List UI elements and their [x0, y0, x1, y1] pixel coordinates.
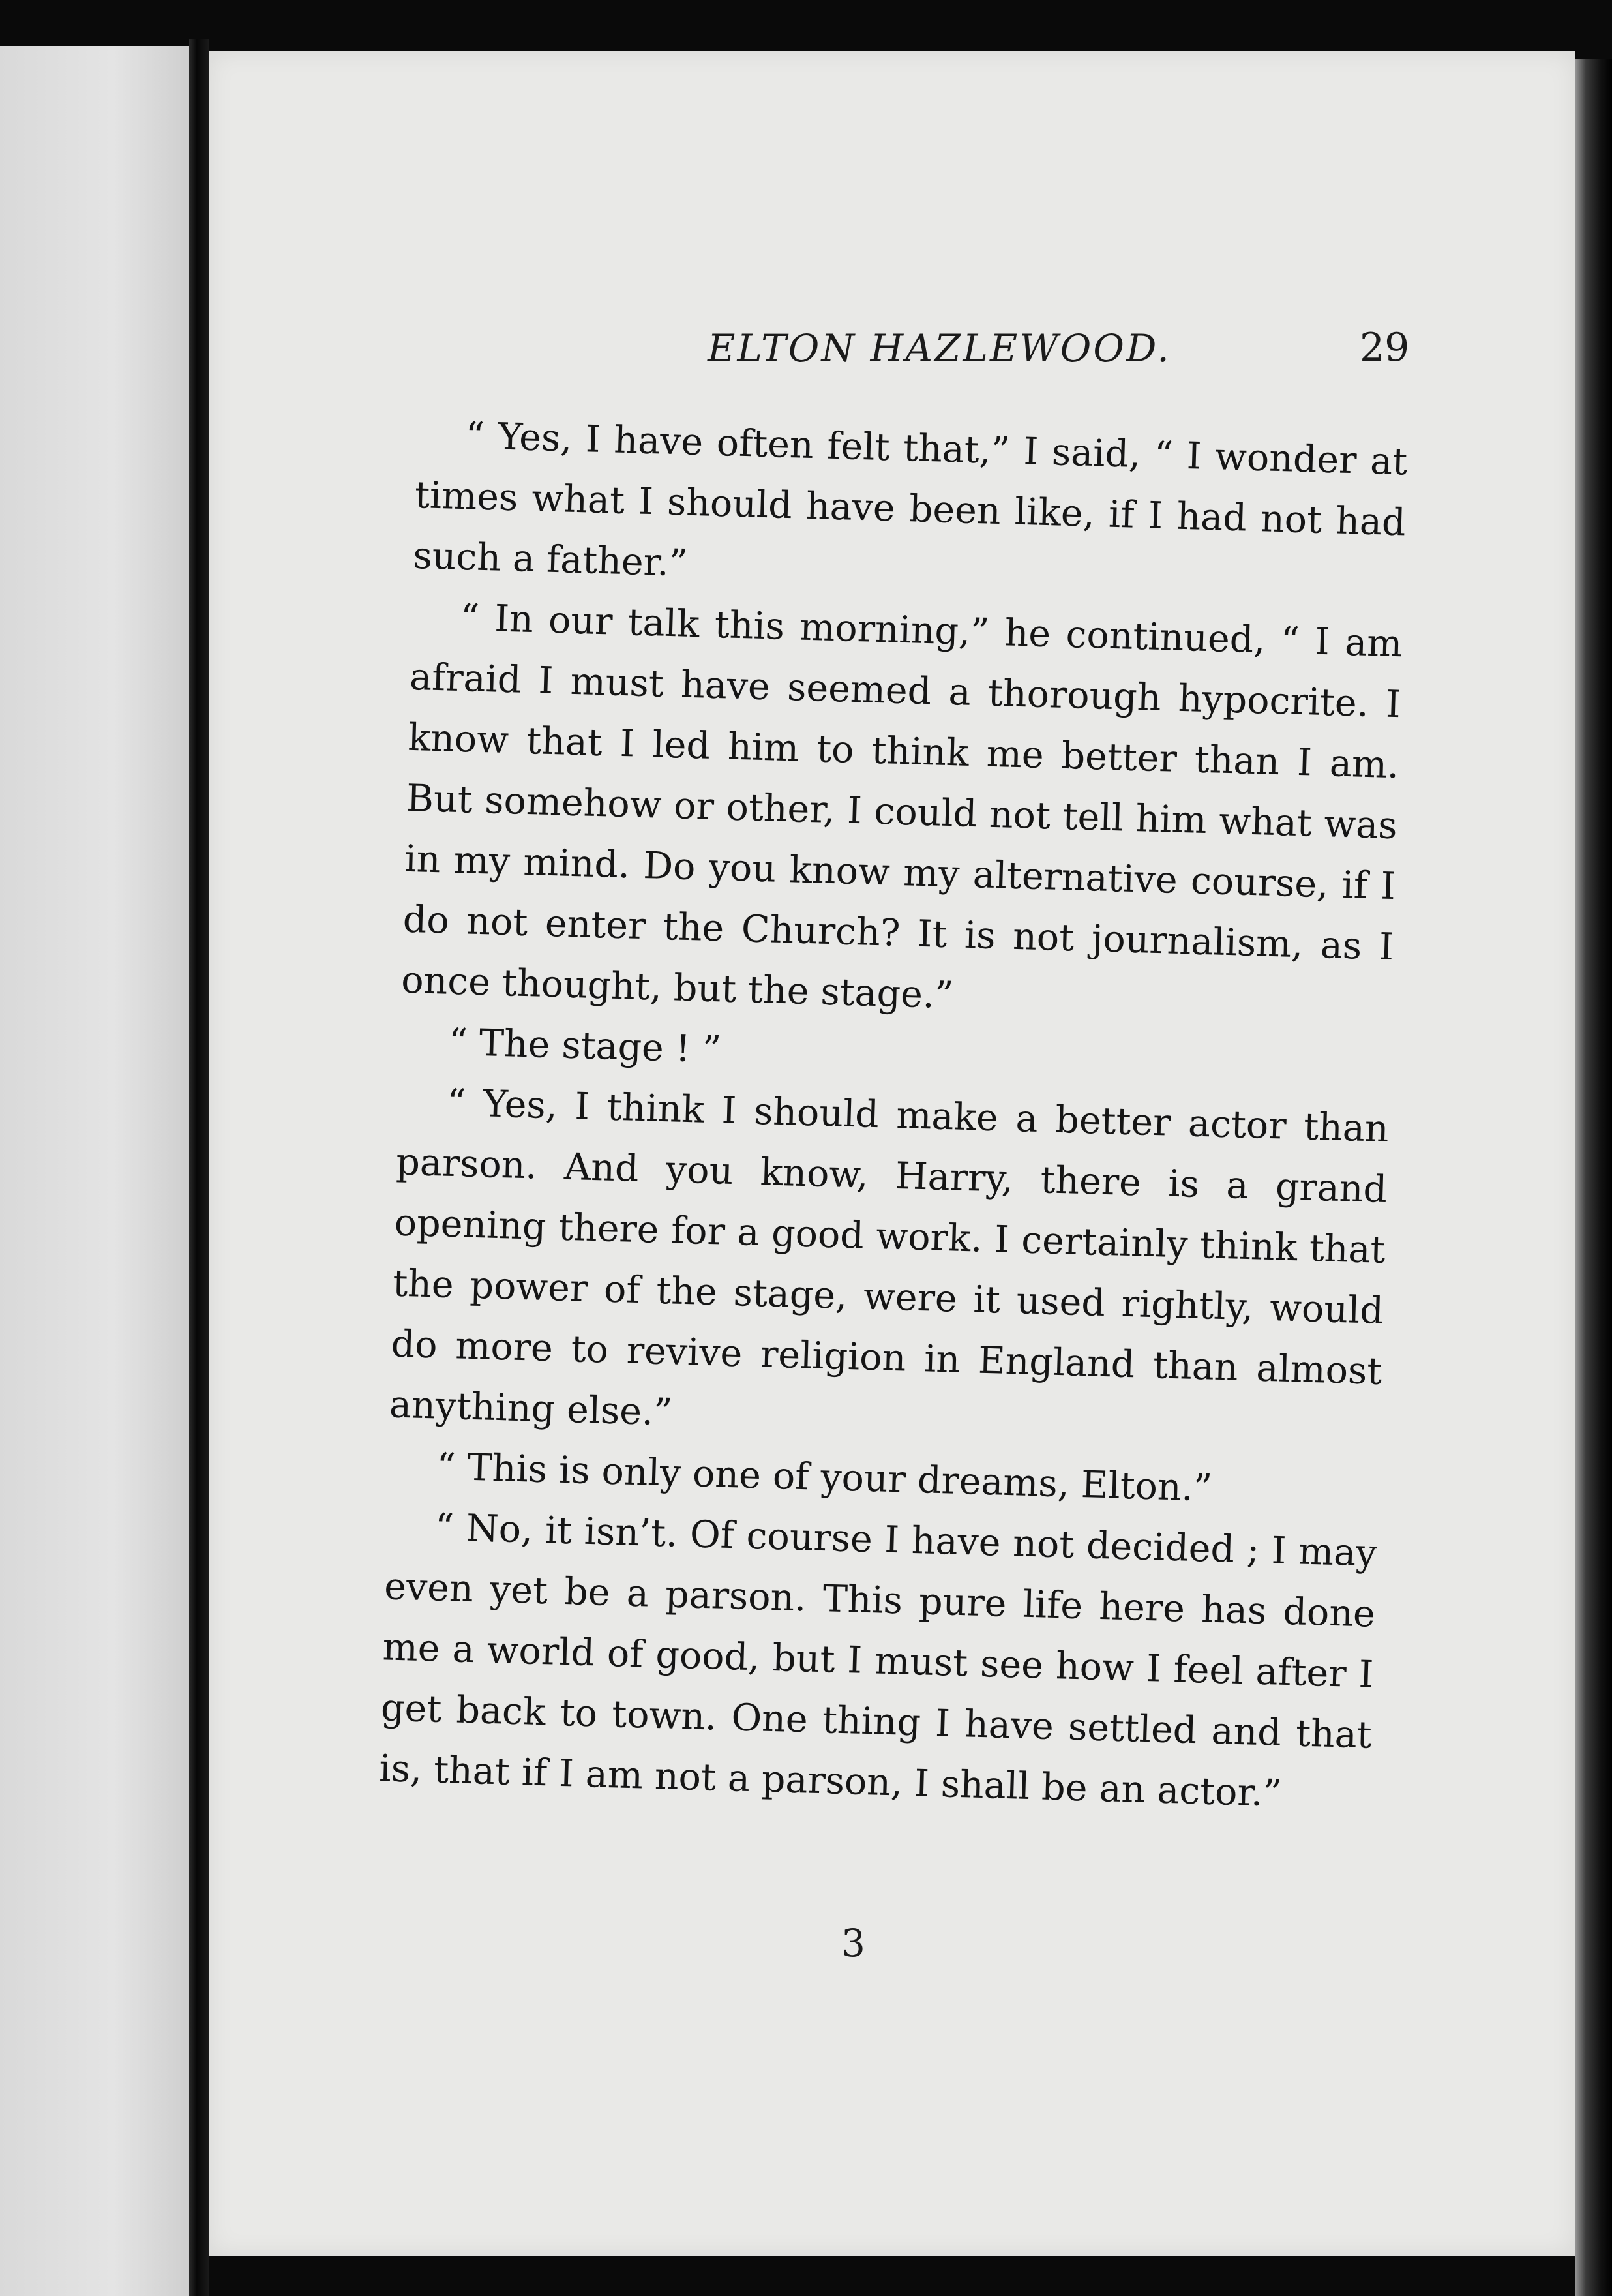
paragraph: “ Yes, I have often felt that,” I said, “ I wonder at times what I should have been like, if I had not had such a father.” [412, 414, 1409, 585]
paragraph: “ In our talk this morning,” he continued, “ I am afraid I must have seemed a thorough hypocrite. I know that I led him to think me better than I am. But somehow or other, I could not tell him what was in my mind. Do you know my alternative course, if I do not enter the Church? It is not journalism, as I once thought, but the stage.” [400, 596, 1403, 1018]
paragraph: “ This is only one of your dreams, Elton.” [436, 1445, 1213, 1510]
page-number: 29 [1360, 325, 1410, 370]
signature-mark: 3 [841, 1921, 865, 1965]
paragraph: “ The stage ! ” [447, 1020, 722, 1072]
page-stack-edge [1575, 59, 1612, 2296]
paragraph: “ Yes, I think I should make a better actor than parson. And you know, Harry, there is a grand opening there for a good work. I certainly think that the power of the stage, were it used rightly, would do more to revive religion in England than almost anything else.” [389, 1081, 1390, 1434]
running-title: ELTON HAZLEWOOD. [708, 326, 1171, 370]
paragraph: “ No, it isn’t. Of course I have not decided ; I may even yet be a parson. This pure life here has done me a world of good, but I must see how I feel after I get back to town. One thing I have settled and that is, that if I am not a parson, I shall be an actor.” [378, 1505, 1378, 1815]
body-text [378, 404, 1408, 1827]
book-gutter [189, 39, 209, 2296]
facing-page-edge [0, 46, 189, 2296]
